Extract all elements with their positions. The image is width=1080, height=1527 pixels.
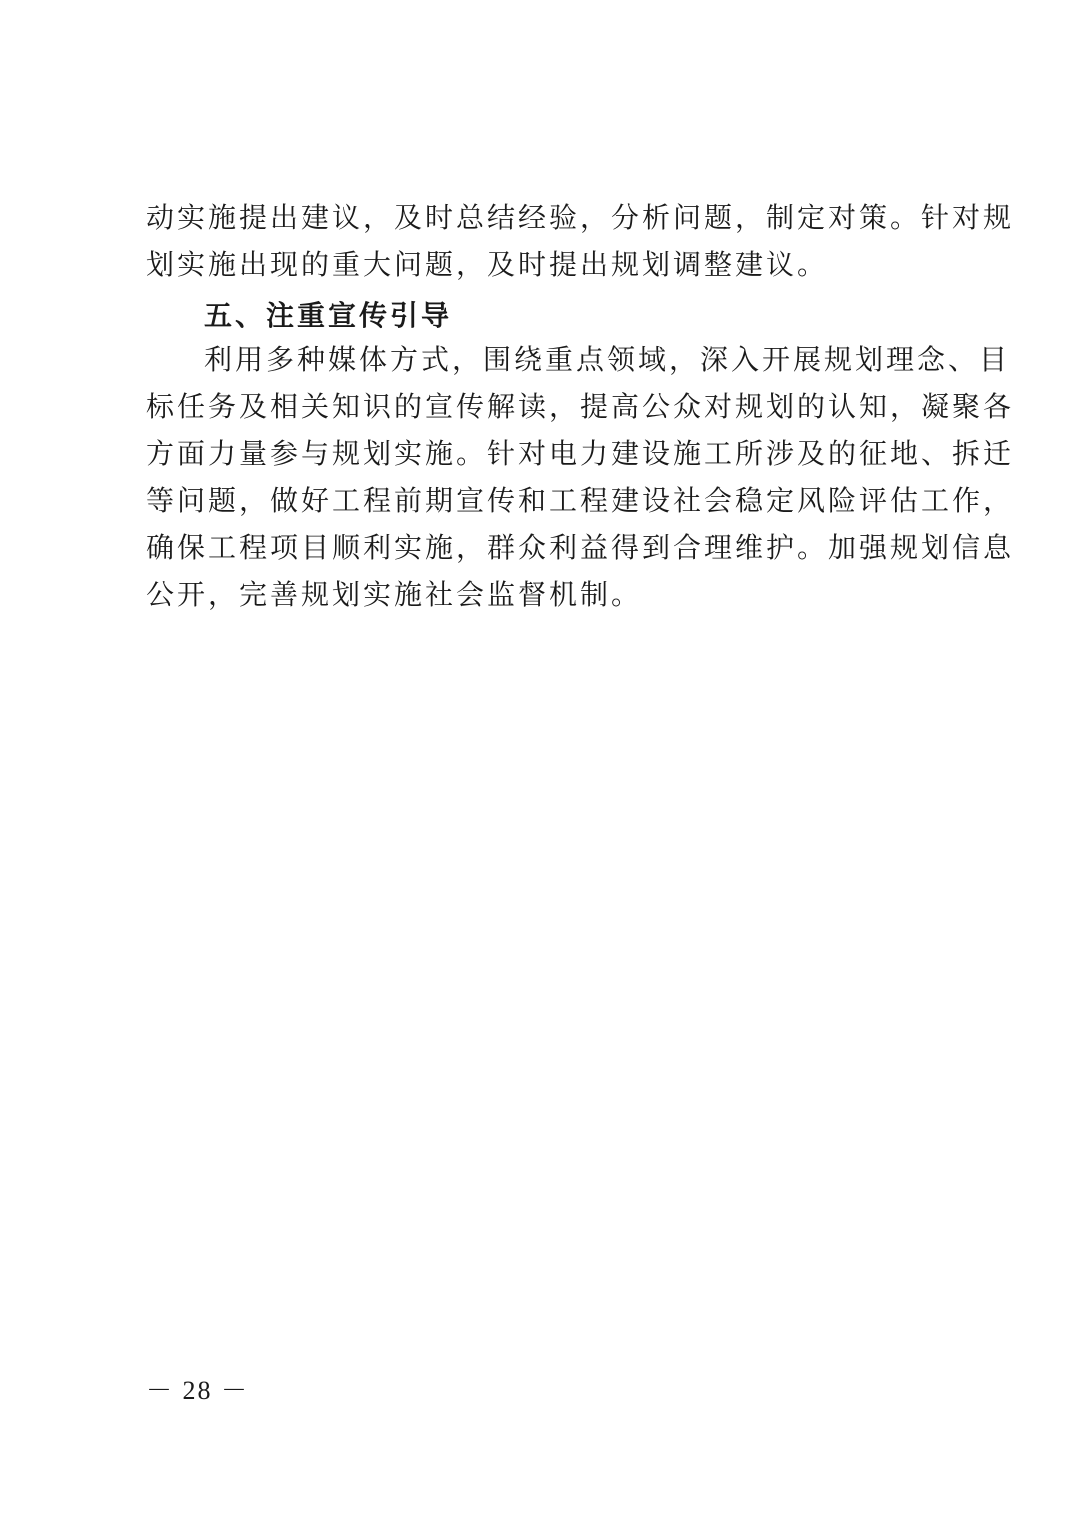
paragraph-line: 划实施出现的重大问题，及时提出规划调整建议。 [146, 248, 829, 281]
main-paragraph [146, 336, 1015, 618]
paragraph-line: 方面力量参与规划实施。针对电力建设施工所涉及的征地、拆迁 [146, 437, 1015, 470]
paragraph-line: 确保工程项目顺利实施，群众利益得到合理维护。加强规划信息 [146, 531, 1015, 564]
paragraph-line: 动实施提出建议，及时总结经验，分析问题，制定对策。针对规 [146, 201, 1015, 234]
paragraph-line: 公开，完善规划实施社会监督机制。 [146, 578, 643, 611]
paragraph-line: 等问题，做好工程前期宣传和工程建设社会稳定风险评估工作， [146, 484, 1015, 517]
section-heading: 五、注重宣传引导 [204, 299, 453, 332]
paragraph-line: 利用多种媒体方式，围绕重点领域，深入开展规划理念、目 [204, 343, 1011, 376]
paragraph-line: 标任务及相关知识的宣传解读，提高公众对规划的认知，凝聚各 [146, 390, 1015, 423]
page-number: － 28 － [146, 1376, 250, 1405]
continuation-paragraph [146, 194, 1015, 288]
